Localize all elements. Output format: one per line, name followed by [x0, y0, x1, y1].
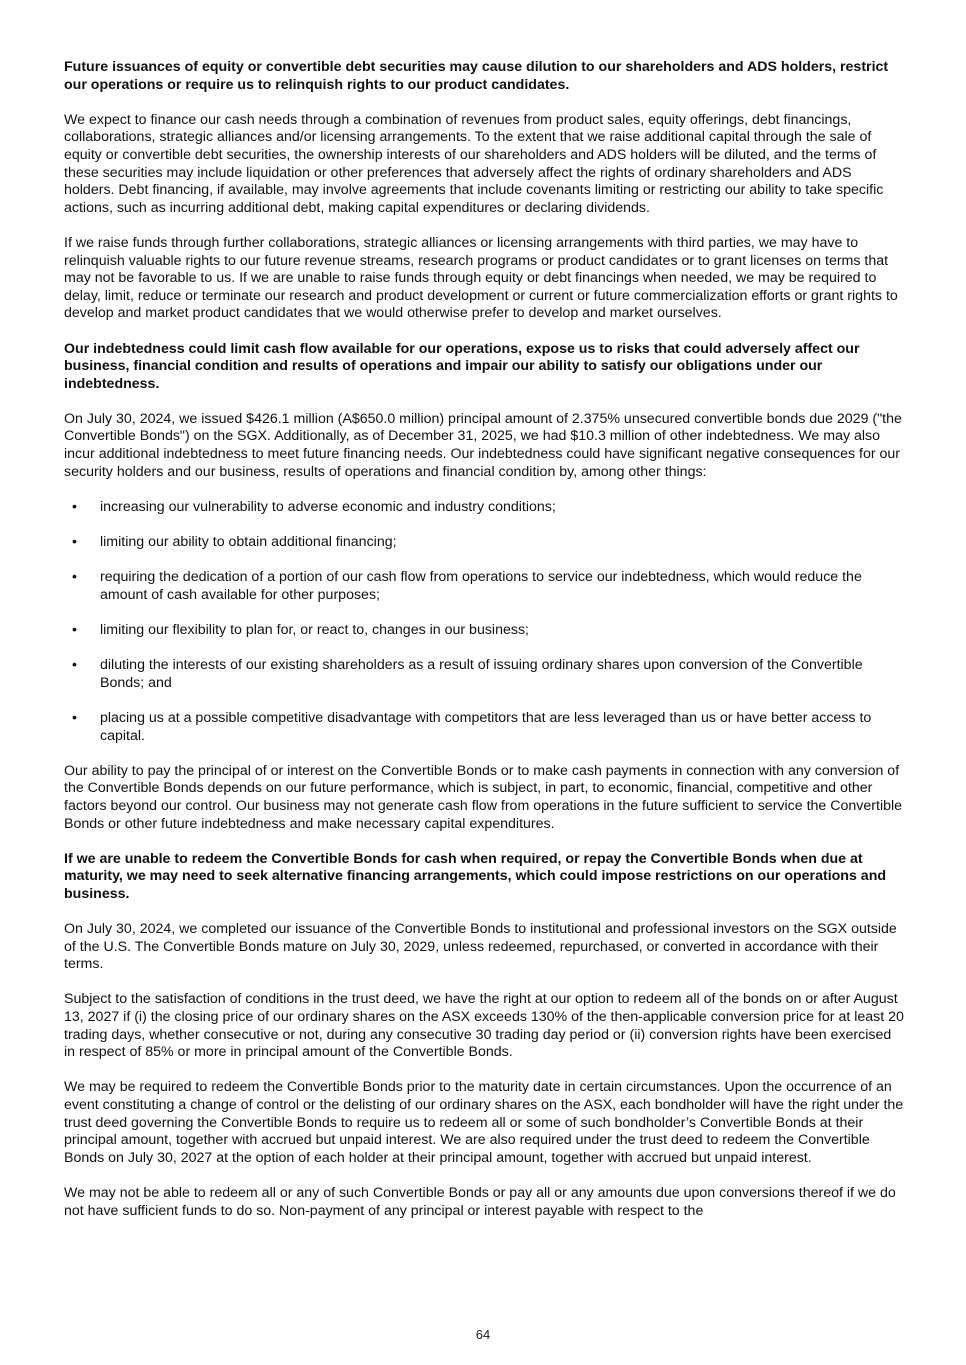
section-heading-redemption: If we are unable to redeem the Convertible Bonds for cash when required, or repay the Convertible Bonds when due at maturity, we may need to seek alternative financing arrangements, which could impose restrictions on our operations and business. [64, 850, 887, 902]
list-item-text: requiring the dedication of a portion of our cash flow from operations to service our indebtedness, which would reduce the amount of cash available for other purposes; [100, 569, 862, 603]
list-item [64, 569, 904, 604]
bullet-icon: • [72, 498, 77, 515]
document-page [64, 59, 904, 1238]
list-item-text: placing us at a possible competitive disadvantage with competitors that are less leveraged than us or have better access to capital. [100, 709, 872, 744]
bullet-list [64, 499, 904, 745]
section-heading-dilution: Future issuances of equity or convertible debt securities may cause dilution to our shareholders and ADS holders, restrict our operations or require us to relinquish rights to our product candidates. [64, 59, 889, 93]
paragraph: Our ability to pay the principal of or interest on the Convertible Bonds or to make cash payments in connection with any conversion of the Convertible Bonds depends on our future performance, which is subject, in part, to economic, financial, competitive and other factors beyond our control. Our business may not generate cash flow from operations in the future sufficient to service the Convertible Bonds or other future indebtedness and make necessary capital expenditures. [64, 762, 903, 832]
bullet-icon: • [72, 534, 77, 551]
bullet-icon: • [72, 569, 77, 586]
paragraph: We may be required to redeem the Convertible Bonds prior to the maturity date in certain circumstances. Upon the occurrence of an event constituting a change of control or the delisting of our ordinary shares on the ASX, each bondholder will have the right under the trust deed governing the Convertible Bonds to require us to redeem all or some of such bondholder’s Convertible Bonds at their principal amount, together with accrued but unpaid interest. We are also required under the trust deed to redeem the Convertible Bonds on July 30, 2027 at the option of each holder at their principal amount, together with accrued but unpaid interest. [64, 1079, 904, 1166]
paragraph: We may not be able to redeem all or any of such Convertible Bonds or pay all or any amounts due upon conversions thereof if we do not have sufficient funds to do so. Non-payment of any principal or interest payable with respect to the [64, 1185, 896, 1219]
bullet-icon: • [72, 657, 77, 674]
list-item [64, 499, 904, 517]
list-item-text: limiting our ability to obtain additional financing; [100, 534, 397, 551]
paragraph: On July 30, 2024, we completed our issuance of the Convertible Bonds to institutional and professional investors on the SGX outside of the U.S. The Convertible Bonds mature on July 30, 2029, unless redeemed, repurchased, or converted in accordance with their terms. [64, 921, 897, 973]
paragraph: On July 30, 2024, we issued $426.1 million (A$650.0 million) principal amount of 2.375% unsecured convertible bonds due 2029 ("the Convertible Bonds") on the SGX. Additionally, as of December 31, 2025, we had $10.3 million of other indebtedness. We may also incur additional indebtedness to meet future financing needs. Our indebtedness could have significant negative consequences for our security holders and our business, results of operations and financial condition by, among other things: [64, 410, 902, 480]
list-item-text: increasing our vulnerability to adverse economic and industry conditions; [100, 498, 556, 515]
paragraph: We expect to finance our cash needs through a combination of revenues from product sales, equity offerings, debt financings, collaborations, strategic alliances and/or licensing arrangements. To the extent that we raise additional capital through the sale of equity or convertible debt securities, the ownership interests of our shareholders and ADS holders will be diluted, and the terms of these securities may include liquidation or other preferences that adversely affect the rights of ordinary shareholders and ADS holders. Debt financing, if available, may involve agreements that include covenants limiting or restricting our ability to take specific actions, such as incurring additional debt, making capital expenditures or declaring dividends. [64, 111, 884, 216]
list-item-text: limiting our flexibility to plan for, or react to, changes in our business; [100, 622, 529, 638]
list-item [64, 710, 904, 745]
bullet-icon: • [72, 709, 77, 726]
paragraph: If we raise funds through further collaborations, strategic alliances or licensing arrangements with third parties, we may have to relinquish valuable rights to our future revenue streams, research programs or product candidates or to grant licenses on terms that may not be favorable to us. If we are unable to raise funds through equity or debt financings when needed, we may be required to delay, limit, reduce or terminate our research and product development or current or future commercialization efforts or grant rights to develop and market product candidates that we would otherwise prefer to develop and market ourselves. [64, 234, 898, 322]
list-item [64, 534, 904, 552]
paragraph: Subject to the satisfaction of conditions in the trust deed, we have the right at our option to redeem all of the bonds on or after August 13, 2027 if (i) the closing price of our ordinary shares on the ASX exceeds 130% of the then-applicable conversion price for at least 20 trading days, whether consecutive or not, during any consecutive 30 trading day period or (ii) conversion rights have been exercised in respect of 85% or more in principal amount of the Convertible Bonds. [64, 991, 904, 1061]
list-item [64, 622, 904, 640]
list-item [64, 657, 904, 692]
list-item-text: diluting the interests of our existing shareholders as a result of issuing ordinary shares upon conversion of the Convertible Bonds; and [100, 657, 863, 691]
page-number: 64 [475, 1327, 491, 1342]
bullet-icon: • [72, 622, 77, 638]
section-heading-indebtedness: Our indebtedness could limit cash flow available for our operations, expose us to risks that could adversely affect our business, financial condition and results of operations and impair our ability to satisfy our obligations under our indebtedness. [64, 340, 860, 392]
